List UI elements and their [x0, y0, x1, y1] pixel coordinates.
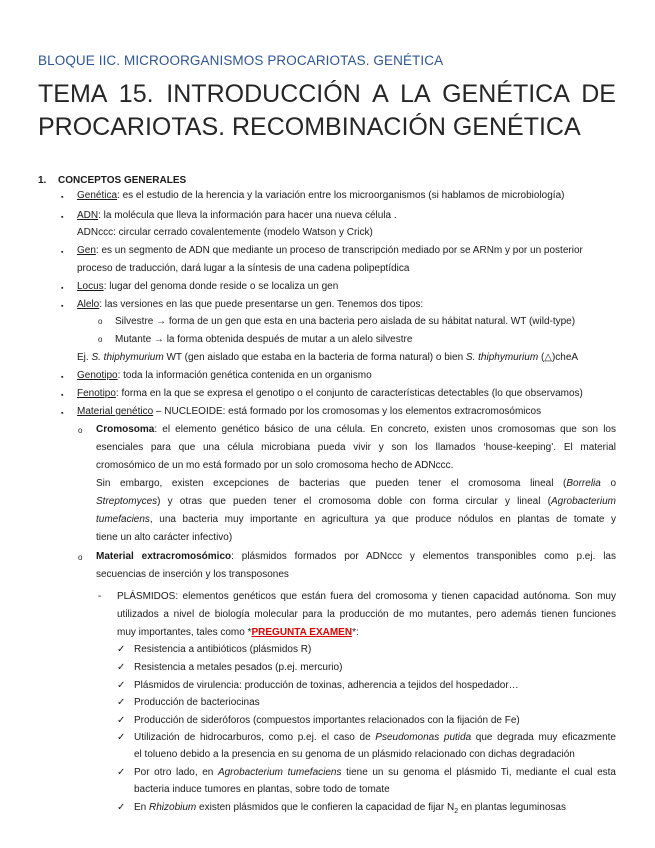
species-name: Streptomyces — [96, 496, 158, 507]
term-extracromosomico: Material extracromosómico — [96, 551, 232, 562]
plasmid-function-6-line-2: el tolueno debido a la presencia en su genoma de un plásmido relacionado con dichas degradación — [134, 749, 575, 760]
term-genotipo: Genotipo — [77, 370, 118, 381]
example-prefix: Ej. — [77, 352, 92, 363]
species-name: Borrelia — [566, 478, 601, 489]
plasmid-text: Utilización de hidrocarburos, como p.ej. el caso de — [134, 732, 376, 743]
plasmid-text: tiene un su genoma el plásmido Ti, mediante el cual esta — [341, 767, 616, 778]
term-material-genetico: Material genético — [77, 406, 154, 417]
def-material-genetico: – NUCLEOIDE: está formado por los cromosomas y los elementos extracromosómicos — [153, 406, 542, 417]
species-name: Agrobacterium — [550, 496, 616, 507]
def-gen: : es un segmento de ADN que mediante un proceso de transcripción mediado por se ARNm y por un posterior — [95, 245, 583, 256]
plasmid-text: que degrada muy eficazmente — [471, 732, 616, 743]
plasmidos-line-2: utilizados a nivel de biología molecular para la producción de mo mutantes, pero además tienen funciones — [117, 609, 616, 620]
cromosoma-line-6 — [96, 511, 616, 528]
plasmid-function-3: Plásmidos de virulencia: producción de toxinas, adherencia a tejidos del hospedador… — [134, 680, 519, 691]
block-heading: BLOQUE IIC. MICROORGANISMOS PROCARIOTAS. GENÉTICA — [38, 53, 444, 68]
exam-question-tag: PREGUNTA EXAMEN — [251, 627, 353, 638]
species-name: Pseudomonas putida — [375, 732, 472, 743]
plasmidos-text: *: — [352, 627, 359, 638]
plasmidos-line-3 — [117, 624, 359, 641]
cromosoma-line-4 — [96, 475, 616, 492]
term-adn: ADN — [77, 210, 99, 221]
term-gen: Gen — [77, 245, 96, 256]
plasmid-text: existen plásmidos que le confieren la capacidad de fijar N — [196, 802, 455, 813]
extra-line-1 — [96, 548, 616, 565]
plasmid-function-6 — [134, 729, 616, 746]
example-middle: WT (gen aislado que estaba en la bacteria de forma natural) o bien — [163, 352, 466, 363]
example-suffix: (△)cheA — [538, 352, 579, 363]
check-icon: ✓ — [117, 662, 126, 673]
list-item-alelo — [77, 296, 423, 313]
cromosoma-line-2: esenciales para que una célula microbiana pueda vivir y son los llamados ‘house-keeping’. El material — [96, 442, 616, 453]
check-icon: ✓ — [117, 767, 126, 778]
extra-text: : plásmidos formados por ADNccc y elementos transponibles como p.ej. las — [231, 551, 616, 562]
species-name: Agrobacterium tumefaciens — [217, 767, 342, 778]
term-genetica: Genética — [77, 190, 118, 201]
cromosoma-text: o — [600, 478, 617, 489]
plasmid-function-7 — [134, 764, 616, 781]
square-bullet-icon: ▪ — [61, 392, 64, 399]
cromosoma-text: ) y otras que pueden tener el cromosoma doble con forma circular y lineal ( — [157, 496, 551, 507]
plasmid-function-2: Resistencia a metales pesados (p.ej. mercurio) — [134, 662, 343, 673]
cromosoma-text: Sin embargo, existen excepciones de bacterias que pueden tener el cromosoma lineal ( — [96, 478, 567, 489]
example-line — [77, 349, 578, 366]
plasmidos-line-1: PLÁSMIDOS: elementos genéticos que están fuera del cromosoma y tienen capacidad autónoma. Son muy — [117, 591, 616, 602]
def-adn: : la molécula que lleva la información para hacer una nueva célula . — [98, 210, 397, 221]
square-bullet-icon: ▪ — [61, 285, 64, 292]
section-number: 1. — [38, 175, 47, 186]
square-bullet-icon: ▪ — [61, 194, 64, 201]
plasmid-function-1: Resistencia a antibióticos (plásmidos R) — [134, 644, 312, 655]
species-name: S. thiphymurium — [465, 352, 539, 363]
plasmid-function-7-line-2: bacteria induce tumores en plantas, sobre todo de tomate — [134, 784, 390, 795]
list-item-adn — [77, 207, 397, 224]
species-name: Rhizobium — [149, 802, 197, 813]
adn-line-2: ADNccc: circular cerrado covalentemente (modelo Watson y Crick) — [77, 227, 373, 238]
plasmid-function-8 — [134, 799, 566, 820]
cromosoma-text: : el elemento genético básico de una célula. En concreto, existen unos cromosomas que son los — [154, 424, 616, 435]
cromosoma-line-5 — [96, 493, 616, 510]
plasmid-text: En — [134, 802, 150, 813]
plasmid-function-4: Producción de bacteriocinas — [134, 697, 260, 708]
check-icon: ✓ — [117, 732, 126, 743]
check-icon: ✓ — [117, 680, 126, 691]
square-bullet-icon: ▪ — [61, 249, 64, 256]
page-title: TEMA 15. INTRODUCCIÓN A LA GENÉTICA DE PROCARIOTAS. RECOMBINACIÓN GENÉTICA — [38, 80, 616, 141]
cromosoma-line-3: cromosómico de un mo está formado por un solo cromosoma hecho de ADNccc. — [96, 460, 454, 471]
circle-bullet-icon: o — [98, 335, 103, 344]
square-bullet-icon: ▪ — [61, 410, 64, 417]
circle-bullet-icon: o — [78, 553, 83, 562]
def-locus: : lugar del genoma donde reside o se localiza un gen — [103, 281, 339, 292]
plasmid-text: Por otro lado, en — [134, 767, 218, 778]
def-genetica: : es el estudio de la herencia y la variación entre los microorganismos (si hablamos de microbiología) — [117, 190, 565, 201]
alelo-mutante: Mutante → la forma obtenida después de mutar a un alelo silvestre — [115, 334, 413, 345]
cromosoma-line-7: tiene un alto carácter infectivo) — [96, 532, 233, 543]
def-alelo: : las versiones en las que puede presentarse un gen. Tenemos dos tipos: — [99, 299, 424, 310]
cromosoma-text: , una bacteria muy importante en agricultura ya que produce nódulos en plantas de tomate y — [149, 514, 616, 525]
check-icon: ✓ — [117, 802, 126, 813]
species-name: S. thiphymurium — [91, 352, 164, 363]
cromosoma-line-1 — [96, 421, 616, 438]
species-name: tumefaciens — [96, 514, 150, 525]
plasmid-function-5: Producción de sideróforos (compuestos importantes relacionados con la fijación de Fe) — [134, 715, 520, 726]
term-locus: Locus — [77, 281, 104, 292]
dash-bullet: - — [98, 591, 102, 602]
gen-line-2: proceso de traducción, dará lugar a la síntesis de una cadena polipeptídica — [77, 263, 410, 274]
section-title: CONCEPTOS GENERALES — [58, 175, 187, 186]
list-item-genotipo — [77, 367, 372, 384]
def-fenotipo: : forma en la que se expresa el genotipo o el conjunto de características detectables (lo que observamos) — [115, 388, 583, 399]
circle-bullet-icon: o — [78, 426, 83, 435]
square-bullet-icon: ▪ — [61, 303, 64, 310]
list-item-gen — [77, 242, 583, 259]
list-item-genetica — [77, 187, 564, 204]
alelo-silvestre: Silvestre → forma de un gen que esta en una bacteria pero aislada de su hábitat natural. WT (wild-type) — [115, 316, 576, 327]
check-icon: ✓ — [117, 644, 126, 655]
term-cromosoma: Cromosoma — [96, 424, 155, 435]
term-fenotipo: Fenotipo — [77, 388, 116, 399]
list-item-locus — [77, 278, 338, 295]
list-item-fenotipo — [77, 385, 583, 402]
check-icon: ✓ — [117, 715, 126, 726]
plasmidos-text: muy importantes, tales como * — [117, 627, 252, 638]
term-alelo: Alelo — [77, 299, 100, 310]
plasmid-text: en plantas leguminosas — [458, 802, 566, 813]
extra-line-2: secuencias de inserción y los transposones — [96, 569, 289, 580]
check-icon: ✓ — [117, 697, 126, 708]
list-item-material-genetico — [77, 403, 541, 420]
circle-bullet-icon: o — [98, 317, 103, 326]
square-bullet-icon: ▪ — [61, 374, 64, 381]
subscript: 2 — [454, 808, 459, 815]
def-genotipo: : toda la información genética contenida en un organismo — [117, 370, 372, 381]
square-bullet-icon: ▪ — [61, 214, 64, 221]
